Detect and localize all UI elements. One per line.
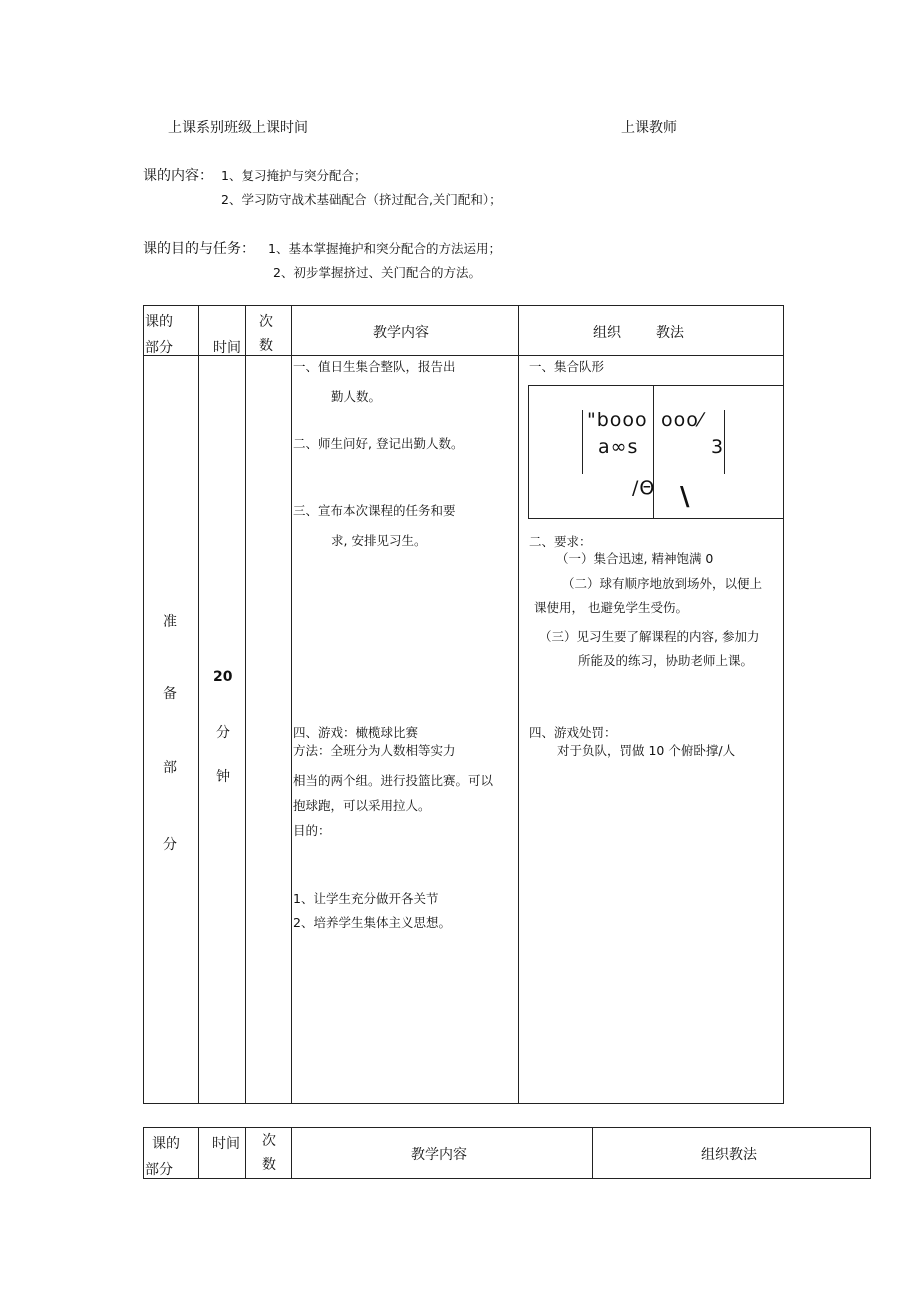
t2-header-count-line2: 数 xyxy=(262,1157,276,1173)
header-method: 教法 xyxy=(656,325,684,341)
content-line-6: 四、游戏：橄榄球比赛 xyxy=(293,725,419,740)
org-line-8: 四、游戏处罚： xyxy=(529,725,617,740)
header-count-line2: 数 xyxy=(259,338,273,354)
part-char-3: 部 xyxy=(163,760,177,776)
content-line-3: 二、师生问好, 登记出勤人数。 xyxy=(293,436,464,451)
t2-header-part-line1: 课的 xyxy=(152,1136,180,1152)
org-line-7: 所能及的练习，协助老师上课。 xyxy=(578,653,754,668)
diagram-right-bar xyxy=(724,410,725,474)
diagram-right-row-2: 3 xyxy=(711,436,725,458)
goal-label: 课的目的与任务： xyxy=(143,241,255,257)
header-part-line2: 部分 xyxy=(145,340,173,356)
header-count-line1: 次 xyxy=(259,314,273,330)
content-line-7: 方法：全班分为人数相等实力 xyxy=(293,743,456,758)
content-line-2: 勤人数。 xyxy=(331,389,382,404)
content-line-10: 目的： xyxy=(293,823,331,838)
content-line-9: 抱球跑，可以采用拉人。 xyxy=(293,798,431,813)
org-line-2: 二、要求： xyxy=(529,534,592,549)
formation-diagram xyxy=(528,385,784,519)
content-item-2: 2、学习防守战术基础配合（挤过配合,关门配和）； xyxy=(221,192,502,207)
content-line-8: 相当的两个组。进行投篮比赛。可以 xyxy=(293,773,494,788)
header-time: 时间 xyxy=(213,340,241,356)
diagram-left-bottom: /Θ xyxy=(632,477,656,499)
org-line-9: 对于负队，罚做 10 个俯卧撑/人 xyxy=(557,743,736,758)
time-unit-1: 分 xyxy=(216,725,230,741)
diagram-left-row-1: "booo xyxy=(587,409,648,431)
header-part-line1: 课的 xyxy=(145,314,173,330)
org-line-3: （一）集合迅速, 精神饱满 0 xyxy=(556,551,714,566)
header-teacher: 上课教师 xyxy=(621,120,677,136)
time-unit-2: 钟 xyxy=(216,769,230,785)
part-char-1: 准 xyxy=(163,614,177,630)
t2-header-part-line2: 部分 xyxy=(145,1162,173,1178)
time-value: 20 xyxy=(213,669,233,685)
t2-header-time: 时间 xyxy=(212,1136,240,1152)
t2-header-org: 组织教法 xyxy=(701,1147,757,1163)
header-content: 教学内容 xyxy=(373,325,429,341)
goal-item-2: 2、初步掌握挤过、关门配合的方法。 xyxy=(273,265,481,280)
content-line-5: 求, 安排见习生。 xyxy=(331,533,427,548)
content-line-4: 三、宣布本次课程的任务和要 xyxy=(293,503,456,518)
content-line-1: 一、值日生集合整队，报告出 xyxy=(293,359,456,374)
content-line-12: 2、培养学生集体主义思想。 xyxy=(293,915,451,930)
content-item-1: 1、复习掩护与突分配合； xyxy=(221,168,367,183)
diagram-left-row-2: a∞s xyxy=(598,436,639,458)
goal-item-1: 1、基本掌握掩护和突分配合的方法运用； xyxy=(268,241,501,256)
org-line-6: （三）见习生要了解课程的内容, 参加力 xyxy=(539,629,760,644)
part-char-4: 分 xyxy=(163,837,177,853)
part-char-2: 备 xyxy=(163,686,177,702)
org-line-4: （二）球有顺序地放到场外，以便上 xyxy=(562,576,763,591)
t2-header-content: 教学内容 xyxy=(411,1147,467,1163)
t2-header-count-line1: 次 xyxy=(262,1133,276,1149)
diagram-left-bar xyxy=(582,410,583,474)
org-line-5: 课使用， 也避免学生受伤。 xyxy=(534,600,688,615)
diagram-right-row-1: ooo⁄ xyxy=(661,409,704,431)
org-line-1: 一、集合队形 xyxy=(529,359,605,374)
diagram-right-bottom: \ xyxy=(680,482,691,512)
header-class-time: 上课系别班级上课时间 xyxy=(168,120,308,136)
header-org: 组织 xyxy=(593,325,621,341)
content-label: 课的内容： xyxy=(143,168,213,184)
content-line-11: 1、让学生充分做开各关节 xyxy=(293,891,439,906)
